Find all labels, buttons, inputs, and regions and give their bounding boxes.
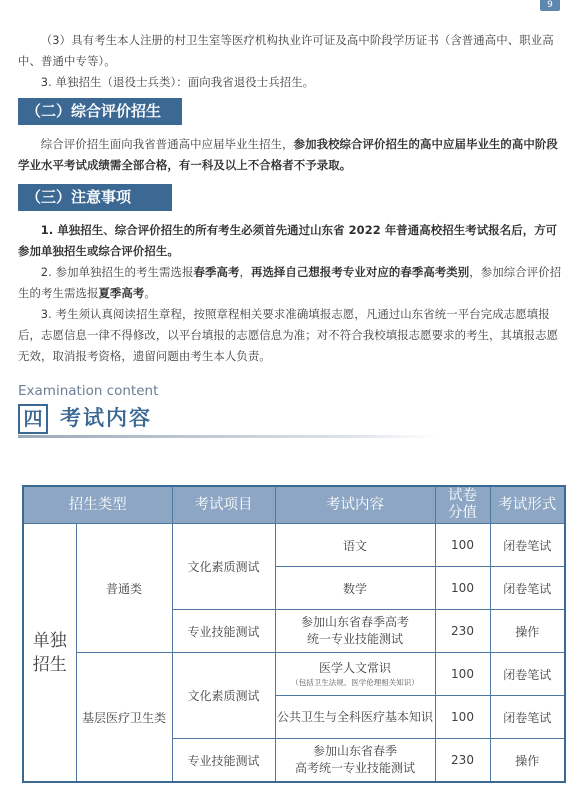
exam-title: 考试内容 — [60, 406, 152, 430]
note-item-2 — [18, 262, 563, 304]
content-medical-humanities-title: 医学人文常识 — [318, 660, 391, 675]
header-score-b: 分值 — [448, 505, 477, 521]
header-content: 考试内容 — [275, 486, 435, 524]
content-skill-2 — [275, 739, 435, 783]
section-heading-comprehensive: （二）综合评价招生 — [18, 98, 182, 125]
item-skill-2: 专业技能测试 — [172, 739, 275, 783]
score-cell: 100 — [435, 696, 490, 739]
form-cell: 操作 — [490, 739, 565, 783]
note-2-bold-c: 夏季高考 — [98, 286, 145, 300]
section-number-box: 四 — [18, 404, 48, 434]
form-cell: 闭卷笔试 — [490, 696, 565, 739]
exam-english-title: Examination content — [18, 383, 159, 399]
score-cell: 230 — [435, 739, 490, 783]
content-skill-1 — [275, 610, 435, 653]
header-form: 考试形式 — [490, 486, 565, 524]
content-medical-humanities — [275, 653, 435, 696]
note-2-bold-a: 春季高考 — [193, 265, 240, 279]
note-2-text-c: ，参加综合评价招生的考生需选报 — [18, 265, 562, 300]
score-cell: 100 — [435, 524, 490, 567]
paragraph-requirement-3: （3）具有考生本人注册的村卫生室等医疗机构执业许可证及高中阶段学历证书（含普通高中、职业高中、普通中专等）。 — [18, 33, 554, 68]
heading-divider — [18, 435, 438, 438]
paragraph-veteran: 3. 单独招生（退役士兵类）：面向我省退役士兵招生。 — [40, 75, 315, 89]
exam-content-table — [22, 485, 566, 783]
note-1-bold: 1. 单独招生、综合评价招生的所有考生必须首先通过山东省 2022 年普通高校招生考试报名后，方可参加单独招生或综合评价招生。 — [18, 223, 558, 258]
form-cell: 闭卷笔试 — [490, 524, 565, 567]
score-cell: 100 — [435, 567, 490, 610]
note-2-text-d: 。 — [144, 286, 156, 300]
note-item-3: 3. 考生须认真阅读招生章程，按照章程相关要求准确填报志愿，凡通过山东省统一平台完成志愿填报后，志愿信息一律不得修改，以平台填报的志愿信息为准；对不符合我校填报志愿要求的考生，其填报志愿无效，取消报考资格，遗留问题由考生本人负责。 — [18, 307, 559, 363]
header-score — [435, 486, 490, 524]
content-math: 数学 — [275, 567, 435, 610]
exam-heading — [18, 402, 563, 436]
item-culture-1: 文化素质测试 — [172, 524, 275, 610]
header-item: 考试项目 — [172, 486, 275, 524]
group-cell — [23, 524, 76, 783]
form-cell: 闭卷笔试 — [490, 567, 565, 610]
table-row — [23, 524, 565, 567]
paragraph-comprehensive — [18, 134, 563, 176]
subtype-general: 普通类 — [76, 524, 172, 653]
form-cell: 操作 — [490, 610, 565, 653]
group-text: 单独招生 — [32, 630, 67, 675]
score-cell: 230 — [435, 610, 490, 653]
header-score-a: 试卷 — [448, 488, 477, 504]
note-item-1 — [18, 220, 563, 262]
document-body — [18, 30, 563, 436]
section-heading-notes: （三）注意事项 — [18, 184, 172, 211]
header-type: 招生类型 — [23, 486, 172, 524]
table-row — [23, 653, 565, 696]
content-chinese: 语文 — [275, 524, 435, 567]
note-2-text-b: ， — [239, 265, 251, 279]
content-skill-1-b: 统一专业技能测试 — [306, 632, 403, 646]
content-skill-1-a: 参加山东省春季高考 — [300, 615, 409, 629]
content-public-health: 公共卫生与全科医疗基本知识 — [275, 696, 435, 739]
text-normal: 综合评价招生面向我省普通高中应届毕业生招生， — [40, 137, 294, 151]
text-bold: 参加我校综合评价招生的高中应届毕业生的高中阶段学业水平考试成绩需全部合格，有一科及以上不合格者不予录取。 — [18, 137, 558, 172]
item-skill-1: 专业技能测试 — [172, 610, 275, 653]
content-skill-2-b: 高考统一专业技能测试 — [294, 761, 415, 775]
table-header-row — [23, 486, 565, 524]
page-number: 9 — [540, 0, 560, 11]
content-skill-2-a: 参加山东省春季 — [312, 744, 397, 758]
form-cell: 闭卷笔试 — [490, 653, 565, 696]
score-cell: 100 — [435, 653, 490, 696]
content-medical-note: （包括卫生法规、医学伦理相关知识） — [291, 677, 419, 687]
item-culture-2: 文化素质测试 — [172, 653, 275, 739]
note-2-text-a: 2. 参加单独招生的考生需选报 — [40, 265, 194, 279]
note-2-bold-b: 再选择自己想报考专业对应的春季高考类别 — [250, 265, 470, 279]
subtype-medical: 基层医疗卫生类 — [76, 653, 172, 783]
